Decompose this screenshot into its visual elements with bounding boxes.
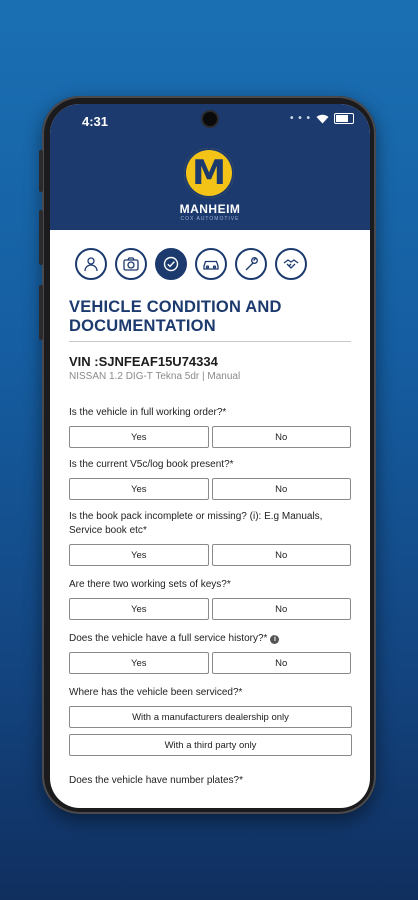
manheim-logo [184, 148, 234, 198]
no-button[interactable]: No [212, 478, 352, 500]
status-bar [50, 104, 370, 138]
phone-side-button [39, 210, 43, 265]
no-button[interactable]: No [212, 544, 352, 566]
battery-icon [334, 113, 354, 124]
yes-button[interactable]: Yes [69, 652, 209, 674]
question-text: Where has the vehicle been serviced? [69, 687, 239, 698]
required-mark: * [238, 687, 243, 698]
no-button[interactable]: No [212, 652, 352, 674]
step-wrench-icon[interactable] [235, 248, 267, 280]
third-party-option[interactable]: With a third party only [69, 734, 352, 756]
step-camera-icon[interactable] [115, 248, 147, 280]
no-button[interactable]: No [212, 598, 352, 620]
info-icon[interactable]: i [270, 635, 279, 644]
answer-row [69, 598, 351, 620]
question-text: Is the book pack incomplete or missing? (i): E.g Manuals, Service book etc [69, 511, 323, 536]
step-handshake-icon[interactable] [275, 248, 307, 280]
question-6 [69, 686, 351, 700]
answer-row [69, 652, 351, 674]
required-mark: * [142, 525, 147, 536]
vehicle-model: NISSAN 1.2 DIG-T Tekna 5dr | Manual [69, 371, 241, 382]
yes-button[interactable]: Yes [69, 478, 209, 500]
required-mark: * [222, 407, 227, 418]
yes-button[interactable]: Yes [69, 598, 209, 620]
progress-steps [69, 230, 351, 280]
answer-row [69, 478, 351, 500]
brand-name: MANHEIM [179, 202, 241, 216]
answer-row [69, 426, 351, 448]
required-mark: * [226, 579, 231, 590]
answer-row [69, 734, 351, 756]
vin-number: VIN :SJNFEAF15U74334 [69, 354, 218, 369]
step-person-icon[interactable] [75, 248, 107, 280]
step-checkmark-icon[interactable] [155, 248, 187, 280]
question-text: Is the current V5c/log book present? [69, 459, 230, 470]
wifi-icon [316, 114, 329, 124]
question-text: Does the vehicle have a full service history? [69, 633, 264, 644]
question-4 [69, 578, 351, 592]
manufacturer-dealership-option[interactable]: With a manufacturers dealership only [69, 706, 352, 728]
question-text: Does the vehicle have number plates? [69, 775, 240, 786]
required-mark: * [229, 459, 234, 470]
no-button[interactable]: No [212, 426, 352, 448]
page-title: VEHICLE CONDITION AND DOCUMENTATION [69, 298, 282, 335]
question-text: Is the vehicle in full working order? [69, 407, 223, 418]
form-content [50, 230, 370, 788]
question-3 [69, 510, 351, 538]
step-car-icon[interactable] [195, 248, 227, 280]
question-1 [69, 406, 351, 420]
question-7 [69, 774, 351, 788]
app-screen [50, 104, 370, 808]
question-2 [69, 458, 351, 472]
phone-side-button [39, 285, 43, 340]
yes-button[interactable]: Yes [69, 544, 209, 566]
answer-row [69, 544, 351, 566]
required-mark: * [263, 633, 268, 644]
front-camera [203, 112, 217, 126]
title-divider [69, 341, 351, 342]
question-5 [69, 632, 351, 646]
status-time: 4:31 [82, 114, 109, 129]
phone-side-button [39, 150, 43, 192]
answer-row [69, 706, 351, 728]
status-icons [290, 113, 354, 124]
logo-letter: M [192, 153, 226, 193]
app-header [50, 138, 370, 230]
question-text: Are there two working sets of keys? [69, 579, 227, 590]
yes-button[interactable]: Yes [69, 426, 209, 448]
brand-tagline: COX AUTOMOTIVE [180, 216, 240, 222]
notification-dots-icon: • • • [289, 113, 311, 124]
required-mark: * [239, 775, 244, 786]
